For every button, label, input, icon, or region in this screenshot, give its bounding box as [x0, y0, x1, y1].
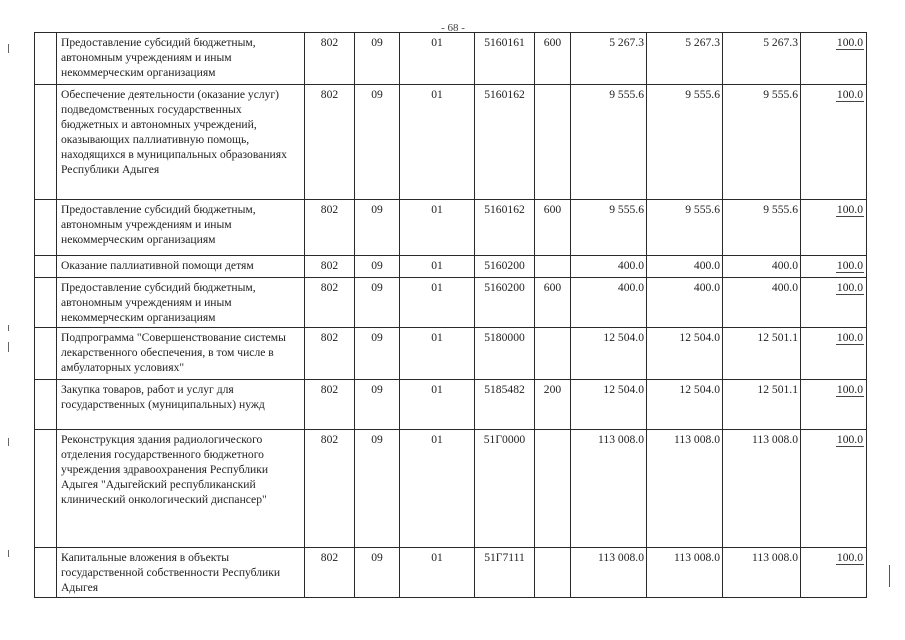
row-blank-cell [35, 548, 57, 598]
row-ministry-code: 802 [305, 380, 355, 430]
row-target-article: 51Г7111 [475, 548, 535, 598]
row-subsection-code: 01 [400, 430, 475, 548]
row-expense-type: 600 [535, 200, 571, 256]
row-sum-3: 9 555.6 [723, 200, 801, 256]
row-expense-type [535, 85, 571, 200]
row-section-code: 09 [355, 200, 400, 256]
row-percent-cell [801, 548, 867, 598]
row-blank-cell [35, 430, 57, 548]
row-percent: 100.0 [836, 36, 863, 49]
row-expense-type: 600 [535, 33, 571, 85]
row-sum-2: 113 008.0 [647, 548, 723, 598]
row-subsection-code: 01 [400, 200, 475, 256]
row-blank-cell [35, 85, 57, 200]
row-subsection-code: 01 [400, 380, 475, 430]
row-sum-1: 12 504.0 [571, 328, 647, 380]
table-row [35, 430, 867, 548]
row-percent: 100.0 [836, 551, 863, 564]
row-percent-cell [801, 430, 867, 548]
row-sum-1: 400.0 [571, 278, 647, 328]
row-ministry-code: 802 [305, 328, 355, 380]
row-section-code: 09 [355, 278, 400, 328]
row-percent: 100.0 [836, 433, 863, 446]
table-row [35, 85, 867, 200]
row-blank-cell [35, 380, 57, 430]
row-sum-2: 113 008.0 [647, 430, 723, 548]
row-sum-2: 12 504.0 [647, 328, 723, 380]
row-target-article: 5160162 [475, 200, 535, 256]
row-sum-2: 400.0 [647, 278, 723, 328]
row-sum-2: 5 267.3 [647, 33, 723, 85]
row-target-article: 5180000 [475, 328, 535, 380]
row-percent: 100.0 [836, 383, 863, 396]
row-sum-1: 9 555.6 [571, 85, 647, 200]
row-target-article: 5185482 [475, 380, 535, 430]
row-expense-type [535, 430, 571, 548]
row-subsection-code: 01 [400, 328, 475, 380]
row-percent: 100.0 [836, 331, 863, 344]
row-section-code: 09 [355, 430, 400, 548]
row-section-code: 09 [355, 33, 400, 85]
page-number: - 68 - [441, 22, 465, 34]
row-ministry-code: 802 [305, 256, 355, 278]
row-name: Реконструкция здания радиологического отделения государственного бюджетного учреждения здравоохранения Республики Адыгея "Адыгейский республиканский клинический онкологический диспансер" [57, 430, 305, 548]
row-blank-cell [35, 33, 57, 85]
row-percent: 100.0 [836, 203, 863, 216]
row-sum-3: 400.0 [723, 278, 801, 328]
table-row [35, 278, 867, 328]
table-row [35, 548, 867, 598]
row-blank-cell [35, 278, 57, 328]
row-name: Закупка товаров, работ и услуг для государственных (муниципальных) нужд [57, 380, 305, 430]
row-name: Предоставление субсидий бюджетным, автономным учреждениям и иным некоммерческим организациям [57, 200, 305, 256]
row-section-code: 09 [355, 328, 400, 380]
row-percent-cell [801, 33, 867, 85]
row-sum-1: 113 008.0 [571, 430, 647, 548]
row-sum-1: 400.0 [571, 256, 647, 278]
row-sum-1: 12 504.0 [571, 380, 647, 430]
row-expense-type: 600 [535, 278, 571, 328]
row-sum-3: 113 008.0 [723, 548, 801, 598]
row-percent-cell [801, 200, 867, 256]
row-percent-cell [801, 380, 867, 430]
row-section-code: 09 [355, 85, 400, 200]
row-ministry-code: 802 [305, 33, 355, 85]
row-sum-3: 5 267.3 [723, 33, 801, 85]
row-name: Обеспечение деятельности (оказание услуг) подведомственных государственных бюджетных и автономных учреждений, оказывающих паллиативную помощь, находящихся в муниципальных образованиях Республики Адыгея [57, 85, 305, 200]
row-target-article: 5160200 [475, 278, 535, 328]
row-name: Предоставление субсидий бюджетным, автономным учреждениям и иным некоммерческим организациям [57, 278, 305, 328]
row-section-code: 09 [355, 380, 400, 430]
row-blank-cell [35, 328, 57, 380]
row-sum-1: 5 267.3 [571, 33, 647, 85]
row-name: Капитальные вложения в объекты государственной собственности Республики Адыгея [57, 548, 305, 598]
budget-table [34, 32, 867, 598]
table-row [35, 200, 867, 256]
row-target-article: 5160161 [475, 33, 535, 85]
row-sum-3: 12 501.1 [723, 328, 801, 380]
row-subsection-code: 01 [400, 33, 475, 85]
row-sum-3: 12 501.1 [723, 380, 801, 430]
row-sum-1: 113 008.0 [571, 548, 647, 598]
table-row [35, 33, 867, 85]
row-section-code: 09 [355, 256, 400, 278]
margin-mark-right [889, 565, 890, 587]
row-target-article: 5160200 [475, 256, 535, 278]
row-expense-type [535, 328, 571, 380]
row-subsection-code: 01 [400, 256, 475, 278]
row-percent: 100.0 [836, 88, 863, 101]
row-subsection-code: 01 [400, 85, 475, 200]
row-sum-3: 113 008.0 [723, 430, 801, 548]
row-sum-3: 400.0 [723, 256, 801, 278]
row-blank-cell [35, 200, 57, 256]
row-percent-cell [801, 256, 867, 278]
row-percent: 100.0 [836, 259, 863, 272]
row-target-article: 5160162 [475, 85, 535, 200]
table-body [35, 33, 867, 598]
table-row [35, 256, 867, 278]
row-ministry-code: 802 [305, 278, 355, 328]
table-row [35, 328, 867, 380]
row-ministry-code: 802 [305, 430, 355, 548]
row-section-code: 09 [355, 548, 400, 598]
row-sum-2: 400.0 [647, 256, 723, 278]
row-name: Предоставление субсидий бюджетным, автономным учреждениям и иным некоммерческим организациям [57, 33, 305, 85]
row-ministry-code: 802 [305, 85, 355, 200]
row-expense-type: 200 [535, 380, 571, 430]
row-name: Оказание паллиативной помощи детям [57, 256, 305, 278]
row-expense-type [535, 256, 571, 278]
row-name: Подпрограмма "Совершенствование системы лекарственного обеспечения, в том числе в амбулаторных условиях" [57, 328, 305, 380]
row-percent: 100.0 [836, 281, 863, 294]
row-ministry-code: 802 [305, 200, 355, 256]
table-row [35, 380, 867, 430]
row-blank-cell [35, 256, 57, 278]
row-percent-cell [801, 278, 867, 328]
row-sum-2: 12 504.0 [647, 380, 723, 430]
row-sum-3: 9 555.6 [723, 85, 801, 200]
row-percent-cell [801, 328, 867, 380]
row-expense-type [535, 548, 571, 598]
row-subsection-code: 01 [400, 278, 475, 328]
row-percent-cell [801, 85, 867, 200]
row-sum-1: 9 555.6 [571, 200, 647, 256]
row-sum-2: 9 555.6 [647, 200, 723, 256]
row-subsection-code: 01 [400, 548, 475, 598]
row-ministry-code: 802 [305, 548, 355, 598]
row-target-article: 51Г0000 [475, 430, 535, 548]
row-sum-2: 9 555.6 [647, 85, 723, 200]
